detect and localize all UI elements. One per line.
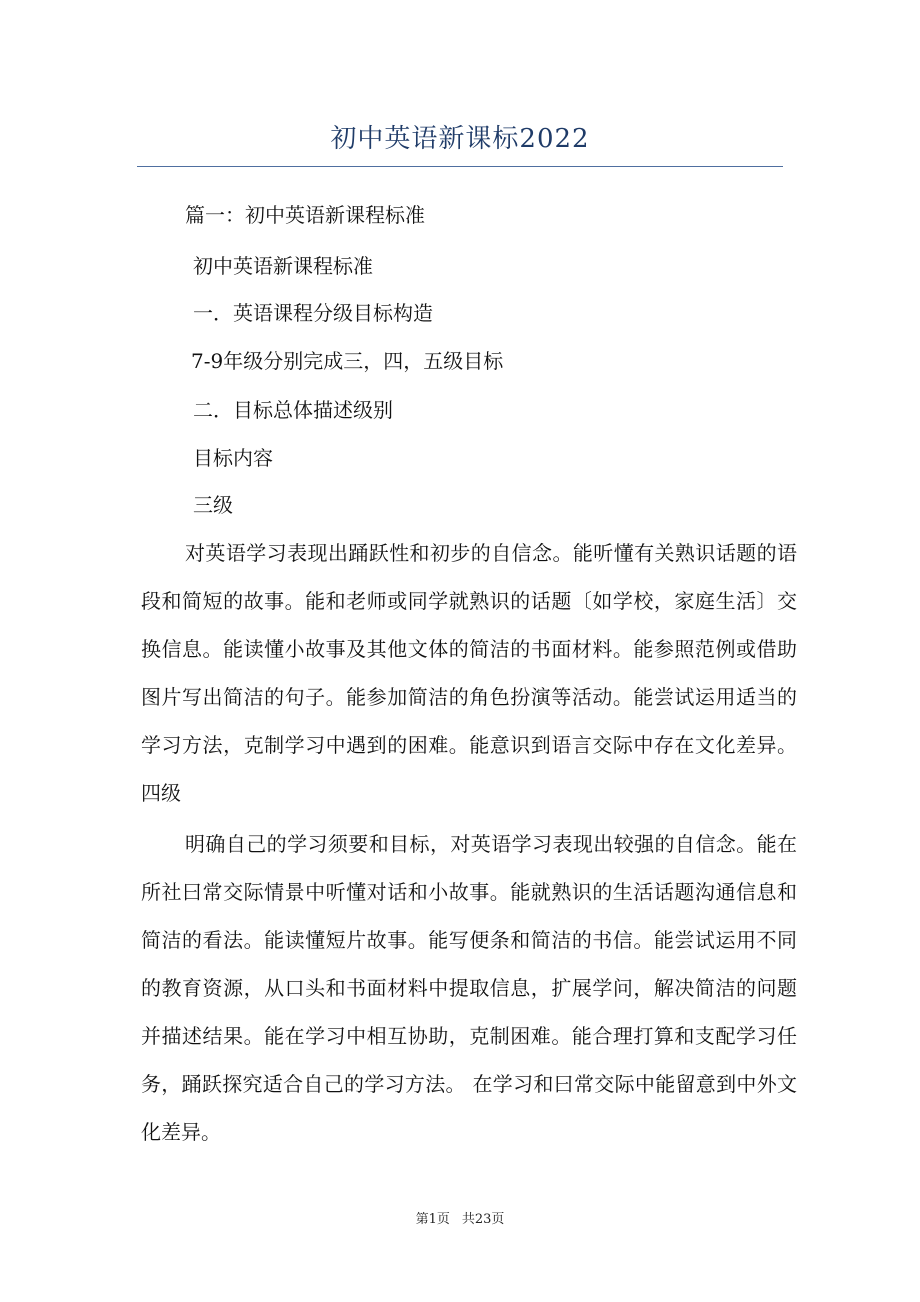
title-underline [137,166,783,167]
subtitle: 初中英语新课程标准 [193,254,373,278]
grades-line: 7-9年级分别完成三，四，五级目标 [191,349,504,373]
page-total: 共23页 [461,1212,505,1227]
page-footer [0,1208,920,1227]
level-heading: 三级 [193,493,233,517]
paragraph-level-4: 明确自己的学习须要和目标，对英语学习表现出较强的自信念。能在所社曰常交际情景中听懂对话和小故事。能就熟识的生活话题沟通信息和简洁的看法。能读懂短片故事。能写便条和简洁的书信。能尝试运用不同的教育资源，从口头和书面材料中提取信息，扩展学问，解决简洁的问题并描述结果。能在学习中相互协助，克制困难。能合理打算和支配学习任务，踊跃探究适合自己的学习方法。 在学习和曰常交际中能留意到中外文化差异。 [141,832,797,1144]
content-heading: 目标内容 [193,446,273,470]
document-title: 初中英语新课标2022 [330,124,590,154]
chapter-heading: 篇一：初中英语新课程标准 [185,203,425,227]
section-heading-2: 二．目标总体描述级别 [193,398,393,422]
paragraph-level-3: 对英语学习表现出踊跃性和初步的自信念。能听懂有关熟识话题的语段和简短的故事。能和老师或同学就熟识的话题〔如学校，家庭生活〕交换信息。能读懂小故事及其他文体的简洁的书面材料。能参照范例或借助图片写出简洁的句子。能参加简洁的角色扮演等活动。能尝试运用适当的学习方法，克制学习中遇到的困难。能意识到语言交际中存在文化差异。四级 [141,541,797,805]
page-number: 第1页 [415,1212,450,1227]
section-heading-1: 一．英语课程分级目标构造 [193,301,433,325]
